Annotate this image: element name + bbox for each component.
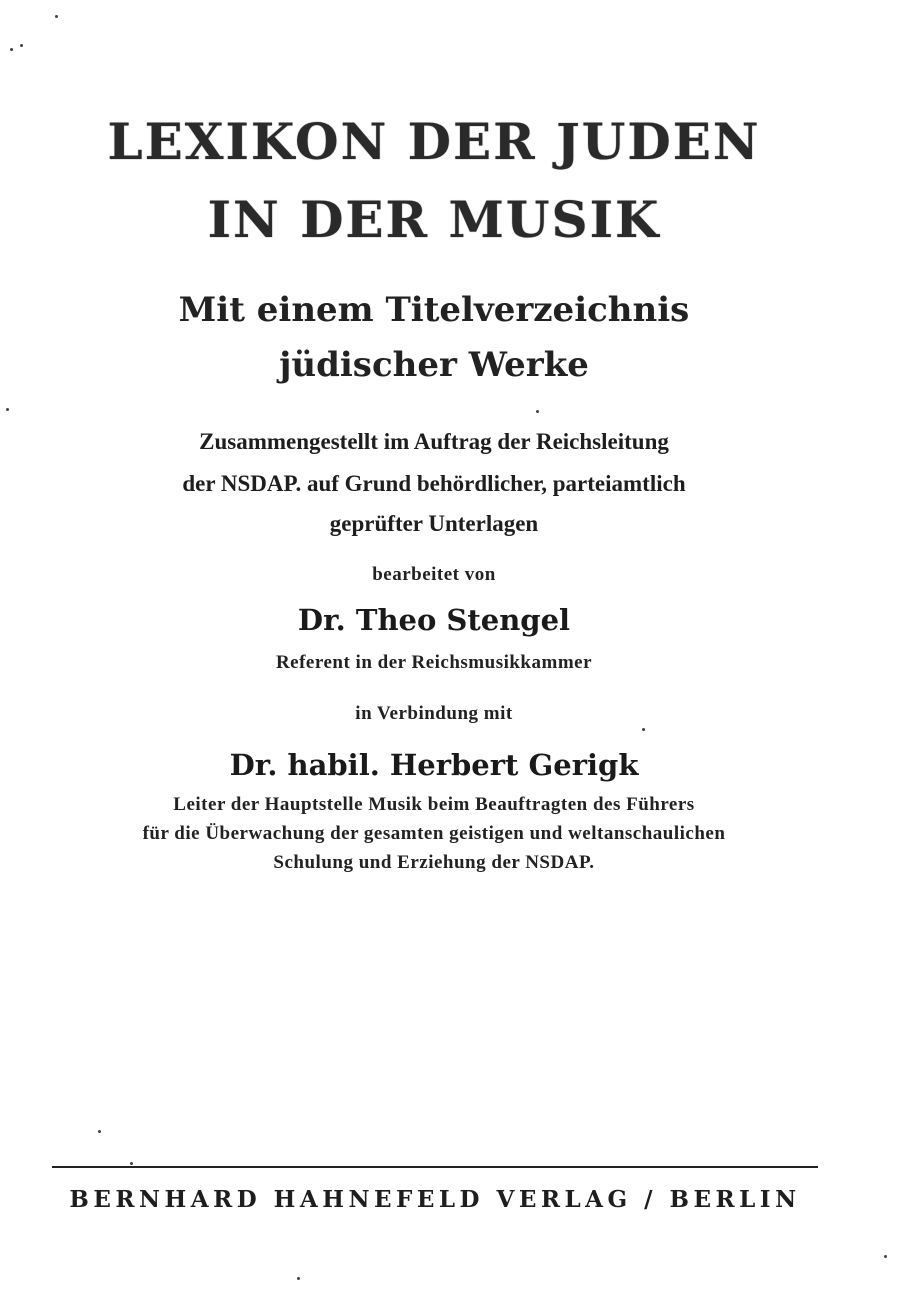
scan-speck (6, 408, 9, 411)
book-title-line-2: IN DER MUSIK (207, 190, 661, 249)
scan-speck (130, 1162, 133, 1165)
compiled-line-3: geprüfter Unterlagen (329, 511, 539, 536)
edited-by-label: bearbeitet von (372, 564, 496, 585)
author-2-name: Dr. habil. Herbert Gerigk (229, 748, 639, 782)
scan-speck (10, 48, 13, 51)
author-1-role: Referent in der Reichsmusikkammer (275, 652, 593, 673)
compiled-line-1: Zusammengestellt im Auftrag der Reichsleitung (199, 429, 669, 454)
scan-speck (297, 1277, 300, 1280)
scan-speck (98, 1130, 101, 1133)
publisher-imprint: BERNHARD HAHNEFELD VERLAG / BERLIN (69, 1186, 801, 1213)
connection-label: in Verbindung mit (355, 703, 513, 724)
compiled-line-2: der NSDAP. auf Grund behördlicher, parteiamtlich (182, 471, 686, 496)
subtitle-line-1: Mit einem Titelverzeichnis (178, 290, 690, 330)
subtitle-line-2: jüdischer Werke (279, 345, 589, 385)
scan-speck (20, 44, 23, 47)
scan-speck (55, 15, 58, 18)
author-2-role-line-2: für die Überwachung der gesamten geistigen und weltanschaulichen (142, 823, 726, 844)
scan-speck (642, 728, 645, 731)
book-title-line-1: LEXIKON DER JUDEN (107, 112, 761, 171)
author-2-role-line-3: Schulung und Erziehung der NSDAP. (273, 852, 595, 873)
scan-speck (884, 1255, 887, 1258)
author-1-name: Dr. Theo Stengel (297, 603, 571, 637)
author-2-role-line-1: Leiter der Hauptstelle Musik beim Beauftragten des Führers (173, 794, 695, 815)
scan-speck (536, 410, 539, 413)
publisher-rule (52, 1166, 818, 1168)
